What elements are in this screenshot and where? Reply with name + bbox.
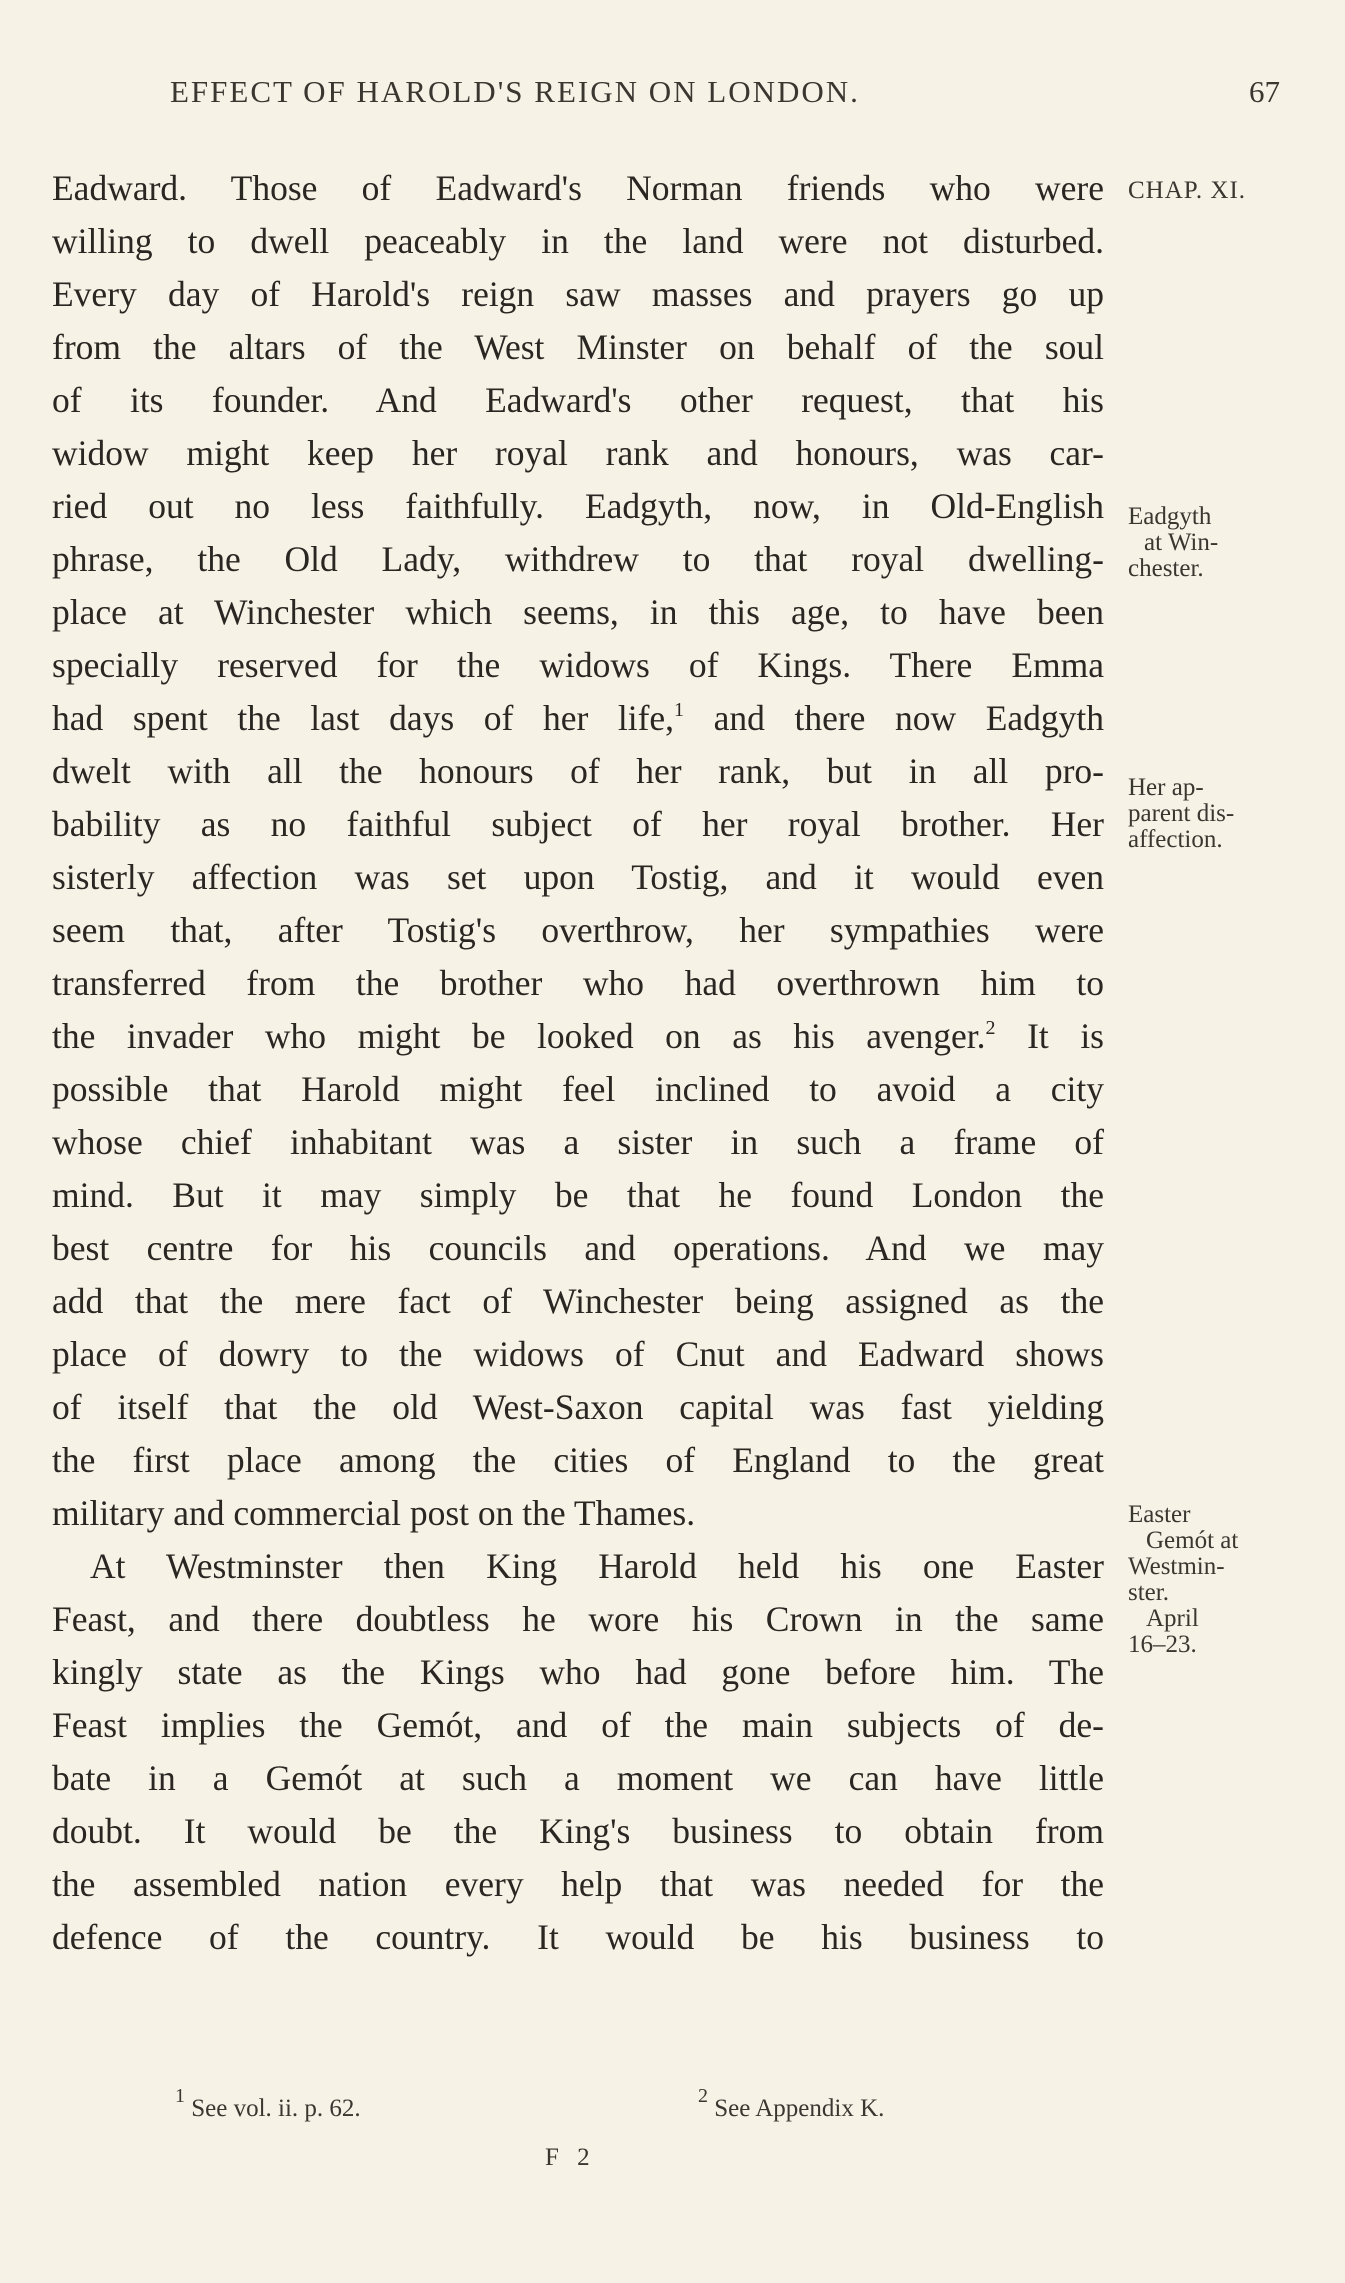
text-line: of itself that the old West-Saxon capital was fast yielding [52,1387,1104,1427]
text-segment: It is [1027,1016,1104,1056]
text-line: add that the mere fact of Winchester being assigned as the [52,1281,1104,1321]
sidenote-line: 16–23. [1128,1631,1197,1658]
footnote-mark: 1 [175,2085,185,2107]
chapter-marker: CHAP. XI. [1128,177,1247,204]
text-line: Eadward. Those of Eadward's Norman friends who were [52,168,1104,208]
sidenote-line: ster. [1128,1579,1169,1606]
text-line: sisterly affection was set upon Tostig, and it would even [52,857,1104,897]
text-line: the first place among the cities of England to the great [52,1440,1104,1480]
sidenote-line: Easter [1128,1501,1191,1528]
text-segment: the invader who might be looked on as his avenger. [52,1016,986,1056]
sidenote-her-apparent [1128,775,1234,853]
text-segment: and there now Eadgyth [713,698,1104,738]
printer-signature: F 2 [545,2144,596,2171]
footnote-text: See vol. ii. p. 62. [191,2095,361,2122]
text-line: dwelt with all the honours of her rank, but in all pro- [52,751,1104,791]
text-line: doubt. It would be the King's business to obtain from [52,1811,1104,1851]
sidenote-line: April [1146,1605,1199,1632]
text-line: best centre for his councils and operations. And we may [52,1228,1104,1268]
footnote-ref: 2 [985,1017,996,1039]
text-segment: had spent the last days of her life, [52,698,675,738]
sidenote-line: chester. [1128,555,1204,582]
text-line: Feast implies the Gemót, and of the main subjects of de- [52,1705,1104,1745]
sidenote-line: Her ap- [1128,774,1204,801]
footnote-2 [698,2085,885,2123]
text-line: widow might keep her royal rank and honours, was car- [52,433,1104,473]
sidenote-line: Westmin- [1128,1553,1225,1580]
footnote-1 [175,2085,361,2123]
footnote-mark: 2 [698,2085,708,2107]
text-line: seem that, after Tostig's overthrow, her sympathies were [52,910,1104,950]
text-line: kingly state as the Kings who had gone before him. The [52,1652,1104,1692]
text-line: possible that Harold might feel inclined to avoid a city [52,1069,1104,1109]
sidenote-eadgyth [1128,504,1218,582]
text-line: bability as no faithful subject of her royal brother. Her [52,804,1104,844]
text-line: Feast, and there doubtless he wore his Crown in the same [52,1599,1104,1639]
text-line: mind. But it may simply be that he found London the [52,1175,1104,1215]
text-line: whose chief inhabitant was a sister in such a frame of [52,1122,1104,1162]
text-line: the assembled nation every help that was needed for the [52,1864,1104,1904]
text-line: place of dowry to the widows of Cnut and Eadward shows [52,1334,1104,1374]
text-line: Every day of Harold's reign saw masses and prayers go up [52,274,1104,314]
running-title: EFFECT OF HAROLD'S REIGN ON LONDON. [170,74,860,109]
sidenote-line: affection. [1128,826,1223,853]
text-line: specially reserved for the widows of Kings. There Emma [52,645,1104,685]
paragraph-start-line: At Westminster then King Harold held his one Easter [90,1546,1104,1586]
sidenote-line: at Win- [1144,529,1219,556]
text-line [52,692,1104,745]
text-line: military and commercial post on the Thames. [52,1493,696,1533]
sidenote-line: parent dis- [1128,800,1235,827]
text-line: willing to dwell peaceably in the land were not disturbed. [52,221,1104,261]
sidenote-line: Gemót at [1146,1527,1239,1554]
text-line: of its founder. And Eadward's other request, that his [52,380,1104,420]
text-line: place at Winchester which seems, in this age, to have been [52,592,1104,632]
sidenote-easter-gemot [1128,1502,1238,1658]
text-line: from the altars of the West Minster on behalf of the soul [52,327,1104,367]
text-line: transferred from the brother who had overthrown him to [52,963,1104,1003]
footnote-ref: 1 [674,699,685,721]
page-number: 67 [1249,74,1280,109]
text-line [52,1010,1104,1063]
text-line: defence of the country. It would be his business to [52,1917,1104,1957]
sidenote-line: Eadgyth [1128,503,1212,530]
text-line: phrase, the Old Lady, withdrew to that royal dwelling- [52,539,1104,579]
footnote-text: See Appendix K. [714,2095,885,2122]
text-line: bate in a Gemót at such a moment we can have little [52,1758,1104,1798]
text-line: ried out no less faithfully. Eadgyth, now, in Old-English [52,486,1104,526]
